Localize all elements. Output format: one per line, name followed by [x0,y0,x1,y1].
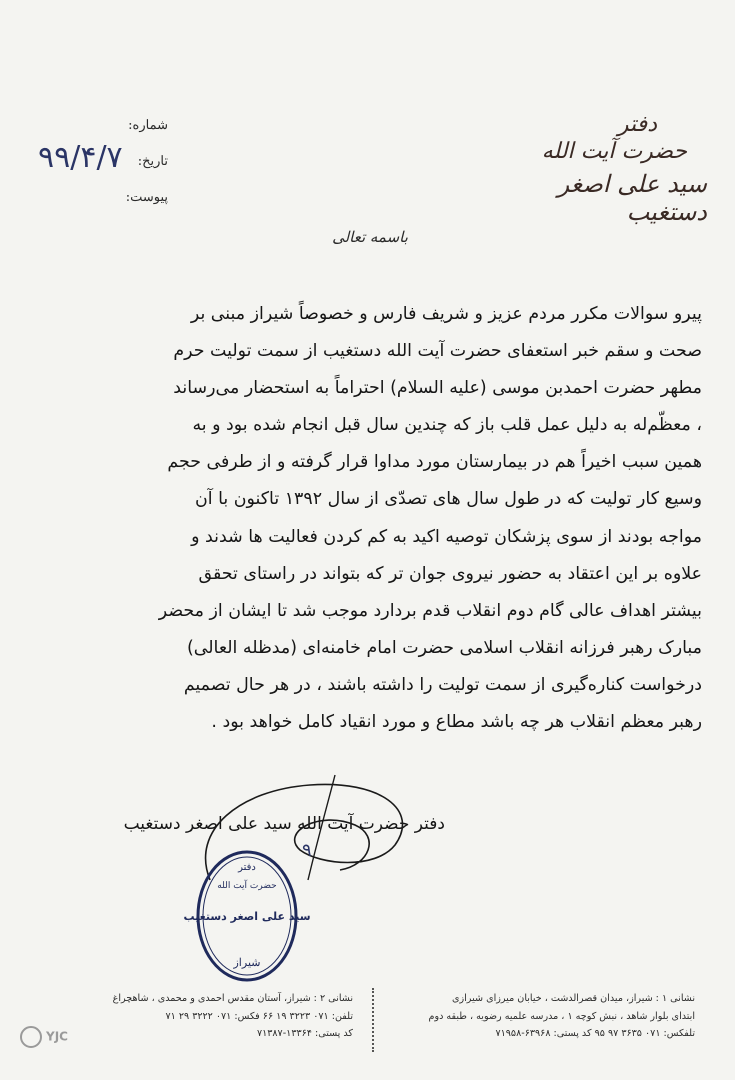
body-line: وسیع کار تولیت که در طول سال های تصدّی از سال ۱۳۹۲ تاکنون با آن [194,489,702,510]
signature-line: دفتر حضرت آیت الله سید علی اصغر دستغیب [123,814,445,834]
body-line: بیشتر اهداف عالی گام دوم انقلاب قدم بردارد موجب شد تا ایشان از محضر [158,600,702,621]
body-line: صحت و سقم خبر استعفای حضرت آیت الله دستغیب از سمت تولیت حرم [173,341,702,362]
body-line: همین سبب اخیراً هم در بیمارستان مورد مداوا قرار گرفته و از طرفی حجم [167,452,702,473]
body-line: ، معظّم‌له به دلیل عمل قلب باز که چندین سال قبل انجام شده بود و به [192,415,702,436]
body-line: علاوه بر این اعتقاد به حضور نیروی جوان تر که بتواند در راستای تحقق [198,563,702,584]
yjc-logo-icon [20,1026,42,1048]
bismillah-heading: باسمه تعالی [332,228,408,246]
letter-body [62,296,702,741]
letterhead [487,112,707,226]
body-line: مبارک رهبر فرزانه انقلاب اسلامی حضرت امام خامنه‌ای (مدظله العالی) [186,637,702,658]
meta-fields [118,118,168,226]
footer-line: نشانی ۱ : شیراز، میدان قصرالدشت ، خیابان میرزای شیرازی [452,993,695,1004]
watermark [20,1026,68,1048]
letterhead-office: دفتر [617,112,657,137]
watermark-text: YJC [46,1029,68,1044]
number-label: شماره: [128,118,168,133]
stamp-line4: شیراز [233,956,261,969]
footer-line: کد پستی: ۱۳۳۶۴-۷۱۳۸۷ [256,1028,353,1039]
footer-line: نشانی ۲ : شیراز، آستان مقدس احمدی و محمدی ، شاهچراغ [112,993,353,1004]
stamp-line2: حضرت آیت الله [217,881,277,891]
footer-address-1 [429,990,695,1043]
attachment-label: پیوست: [125,190,168,205]
handwritten-number: ۹ [302,840,312,861]
date-label: تاریخ: [137,154,168,169]
footer-divider [372,988,375,1052]
footer-line: ابتدای بلوار شاهد ، نبش کوچه ۱ ، مدرسه علمیه رضویه ، طبقه دوم [428,1010,695,1022]
handwritten-date: ۹۹/۴/۷ [38,140,123,175]
letterhead-title: حضرت آیت الله [541,139,687,164]
body-line: مطهر حضرت احمدبن موسی (علیه السلام) احتراماً به استحضار می‌رساند [173,378,702,399]
body-line: مواجه بودند از سوی پزشکان توصیه اکید به کم کردن فعالیت ها شدند و [191,526,702,547]
body-line: پیرو سوالات مکرر مردم عزیز و شریف فارس و خصوصاً شیراز مبنی بر [190,304,702,324]
stamp-line1: دفتر [238,862,256,873]
body-line: رهبر معظم انقلاب هر چه باشد مطاع و مورد انقیاد کامل خواهد بود . [211,712,702,733]
stamp-line3: سید علی اصغر دستغیب [183,910,311,923]
footer-address-2 [113,990,353,1043]
footer-line: تلفن: ۰۷۱ ۳۲۲۳ ۱۹ ۶۶ فکس: ۰۷۱ ۳۲۲۲ ۲۹ ۷۱ [165,1010,353,1022]
office-stamp [183,848,311,984]
letterhead-name: سید علی اصغر دستغیب [557,170,707,226]
body-line: درخواست کناره‌گیری از سمت تولیت را داشته باشند ، در هر حال تصمیم [183,674,702,695]
footer-line: تلفکس: ۰۷۱ ۳۶۳۵ ۹۷ ۹۵ کد پستی: ۶۳۹۶۸-۷۱۹۵۸ [495,1028,695,1039]
